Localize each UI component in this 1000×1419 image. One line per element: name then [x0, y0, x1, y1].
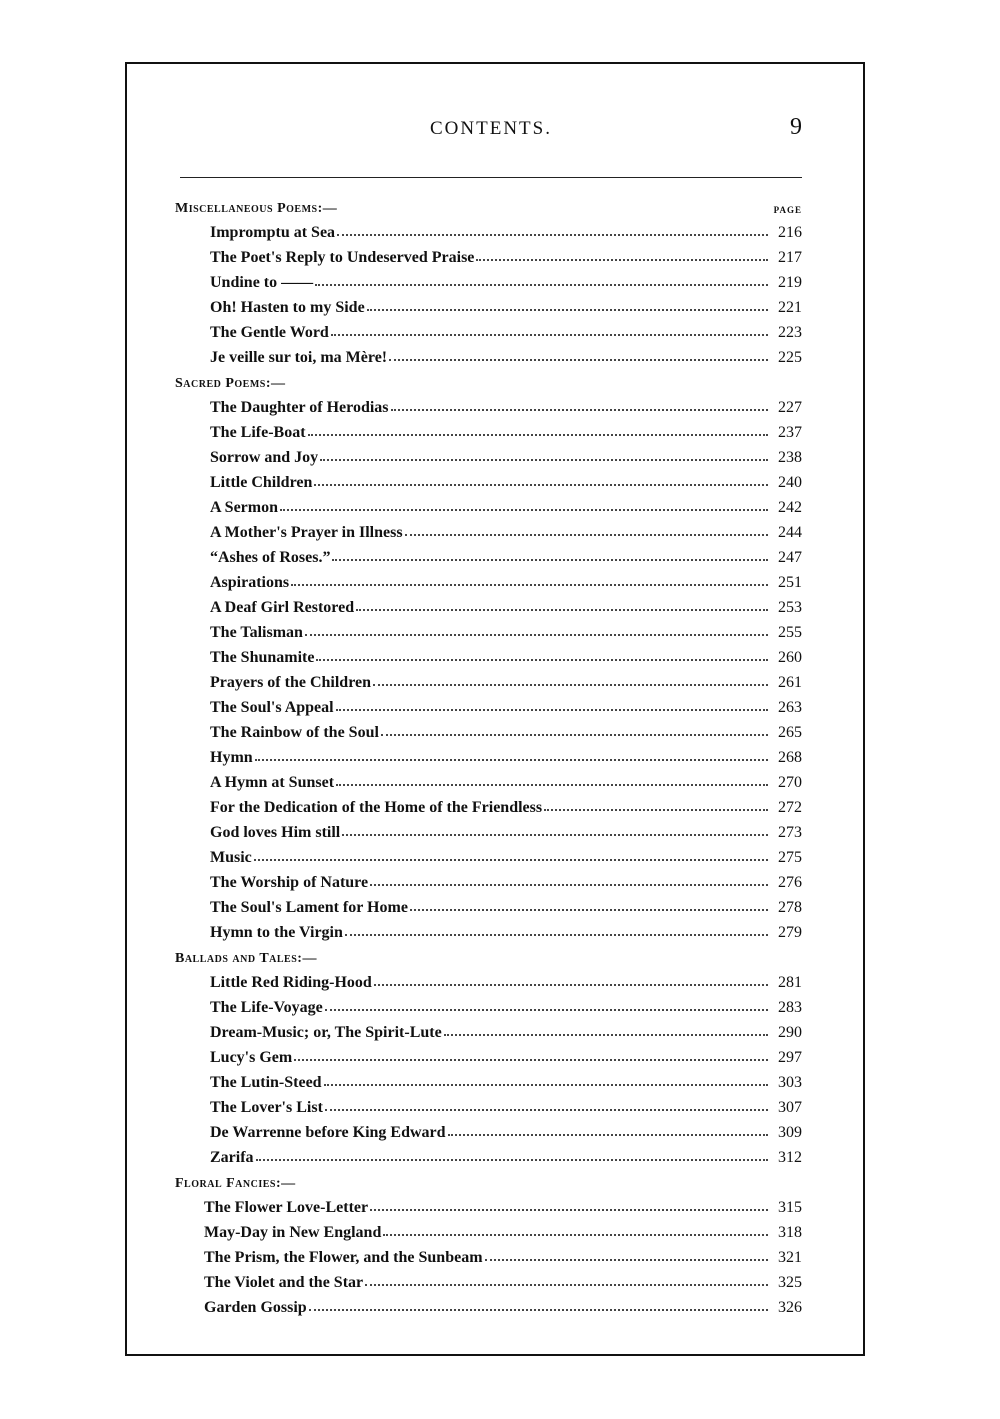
dot-leader: [374, 984, 768, 986]
entry-page-number: 326: [778, 1299, 802, 1316]
page-header: [180, 114, 802, 148]
entry-title: Prayers of the Children: [210, 674, 372, 691]
entry-page-number: 275: [778, 849, 802, 866]
entry-title: The Violet and the Star: [204, 1274, 364, 1291]
entry-title: Undine to ——: [210, 274, 314, 291]
dot-leader: [373, 684, 768, 686]
entry-page-number: 279: [778, 924, 802, 941]
section-heading: [175, 942, 802, 967]
section-title: Miscellaneous Poems:—: [175, 201, 338, 216]
dot-leader: [391, 409, 768, 411]
page-number: 9: [790, 114, 802, 140]
entry-page-number: 307: [778, 1099, 802, 1116]
entry-title: The Lover's List: [210, 1099, 323, 1116]
entry-page-number: 312: [778, 1149, 802, 1166]
toc-entry: [175, 467, 802, 492]
toc-entry: [175, 342, 802, 367]
dot-leader: [320, 459, 768, 461]
entry-page-number: 247: [778, 549, 802, 566]
toc-entry: [175, 217, 802, 242]
toc-entry: [175, 1017, 802, 1042]
entry-title: De Warrenne before King Edward: [210, 1124, 446, 1141]
dot-leader: [367, 309, 768, 311]
page-title: CONTENTS.: [430, 118, 552, 139]
section-heading: [175, 367, 802, 392]
toc-entry: [175, 442, 802, 467]
toc-entry: [175, 517, 802, 542]
entry-title: Hymn to the Virgin: [210, 924, 343, 941]
section-heading: [175, 1167, 802, 1192]
toc-entry: [175, 1042, 802, 1067]
section-title: Floral Fancies:—: [175, 1176, 296, 1191]
dot-leader: [345, 934, 768, 936]
entry-title: Sorrow and Joy: [210, 449, 319, 466]
entry-title: The Soul's Lament for Home: [210, 899, 408, 916]
entry-page-number: 270: [778, 774, 802, 791]
entry-title: May-Day in New England: [204, 1224, 382, 1241]
toc-entry: [175, 817, 802, 842]
section-heading: [175, 192, 802, 217]
toc-entry: [175, 967, 802, 992]
toc-entry: [175, 642, 802, 667]
entry-title: A Hymn at Sunset: [210, 774, 335, 791]
entry-page-number: 219: [778, 274, 802, 291]
toc-entry: [175, 1117, 802, 1142]
contents-list: [175, 192, 802, 1317]
dot-leader: [485, 1259, 768, 1261]
toc-entry: [175, 742, 802, 767]
dot-leader: [305, 634, 768, 636]
entry-title: Little Red Riding-Hood: [210, 974, 372, 991]
entry-title: A Mother's Prayer in Illness: [210, 524, 403, 541]
entry-title: Garden Gossip: [204, 1299, 307, 1316]
entry-title: Lucy's Gem: [210, 1049, 293, 1066]
entry-title: Je veille sur toi, ma Mère!: [210, 349, 388, 366]
entry-title: The Worship of Nature: [210, 874, 369, 891]
toc-entry: [175, 1142, 802, 1167]
dot-leader: [324, 1084, 768, 1086]
entry-page-number: 237: [778, 424, 802, 441]
entry-page-number: 251: [778, 574, 802, 591]
dot-leader: [309, 1309, 768, 1311]
entry-title: Zarifa: [210, 1149, 254, 1166]
toc-entry: [175, 917, 802, 942]
entry-page-number: 315: [778, 1199, 802, 1216]
header-rule: [180, 177, 802, 178]
entry-title: The Life-Boat: [210, 424, 306, 441]
section-title: Sacred Poems:—: [175, 376, 286, 391]
toc-entry: [175, 392, 802, 417]
dot-leader: [410, 909, 768, 911]
entry-title: For the Dedication of the Home of the Friendless: [210, 799, 543, 816]
entry-page-number: 221: [778, 299, 802, 316]
dot-leader: [256, 1159, 768, 1161]
entry-page-number: 217: [778, 249, 802, 266]
entry-title: Music: [210, 849, 252, 866]
entry-title: The Daughter of Herodias: [210, 399, 389, 416]
entry-page-number: 260: [778, 649, 802, 666]
dot-leader: [291, 584, 768, 586]
toc-entry: [175, 417, 802, 442]
page-frame-left-edge: [125, 62, 127, 1356]
toc-entry: [175, 717, 802, 742]
entry-page-number: 309: [778, 1124, 802, 1141]
dot-leader: [314, 484, 768, 486]
entry-page-number: 223: [778, 324, 802, 341]
dot-leader: [325, 1009, 768, 1011]
dot-leader: [405, 534, 768, 536]
toc-entry: [175, 792, 802, 817]
entry-title: Dream-Music; or, The Spirit-Lute: [210, 1024, 442, 1041]
page-column-label: PAGE: [773, 205, 802, 215]
entry-title: A Sermon: [210, 499, 278, 516]
toc-entry: [175, 867, 802, 892]
dot-leader: [448, 1134, 768, 1136]
entry-title: Impromptu at Sea: [210, 224, 336, 241]
entry-title: The Flower Love-Letter: [204, 1199, 369, 1216]
toc-entry: [175, 842, 802, 867]
entry-title: The Gentle Word: [210, 324, 329, 341]
dot-leader: [254, 859, 768, 861]
entry-title: The Poet's Reply to Undeserved Praise: [210, 249, 475, 266]
entry-title: The Rainbow of the Soul: [210, 724, 379, 741]
entry-page-number: 325: [778, 1274, 802, 1291]
toc-entry: [175, 592, 802, 617]
toc-entry: [175, 1067, 802, 1092]
dot-leader: [315, 284, 768, 286]
entry-page-number: 278: [778, 899, 802, 916]
toc-entry: [175, 492, 802, 517]
dot-leader: [336, 784, 768, 786]
toc-entry: [175, 667, 802, 692]
entry-page-number: 261: [778, 674, 802, 691]
toc-entry: [175, 1292, 802, 1317]
entry-title: “Ashes of Roses.”: [210, 549, 331, 566]
entry-page-number: 216: [778, 224, 802, 241]
entry-page-number: 303: [778, 1074, 802, 1091]
toc-entry: [175, 1217, 802, 1242]
dot-leader: [332, 559, 768, 561]
dot-leader: [381, 734, 768, 736]
dot-leader: [383, 1234, 768, 1236]
entry-title: Hymn: [210, 749, 253, 766]
entry-title: The Life-Voyage: [210, 999, 323, 1016]
entry-title: A Deaf Girl Restored: [210, 599, 355, 616]
entry-page-number: 268: [778, 749, 802, 766]
entry-title: The Shunamite: [210, 649, 315, 666]
toc-entry: [175, 292, 802, 317]
entry-page-number: 265: [778, 724, 802, 741]
dot-leader: [255, 759, 768, 761]
entry-title: The Lutin-Steed: [210, 1074, 322, 1091]
dot-leader: [356, 609, 768, 611]
entry-page-number: 238: [778, 449, 802, 466]
entry-page-number: 318: [778, 1224, 802, 1241]
toc-entry: [175, 692, 802, 717]
dot-leader: [370, 884, 768, 886]
entry-page-number: 255: [778, 624, 802, 641]
entry-page-number: 273: [778, 824, 802, 841]
toc-entry: [175, 317, 802, 342]
dot-leader: [444, 1034, 768, 1036]
dot-leader: [476, 259, 768, 261]
entry-page-number: 283: [778, 999, 802, 1016]
dot-leader: [389, 359, 768, 361]
entry-title: The Prism, the Flower, and the Sunbeam: [204, 1249, 483, 1266]
entry-page-number: 240: [778, 474, 802, 491]
entry-page-number: 272: [778, 799, 802, 816]
toc-entry: [175, 1192, 802, 1217]
dot-leader: [316, 659, 768, 661]
entry-page-number: 290: [778, 1024, 802, 1041]
toc-entry: [175, 1092, 802, 1117]
entry-page-number: 253: [778, 599, 802, 616]
toc-entry: [175, 767, 802, 792]
entry-page-number: 321: [778, 1249, 802, 1266]
toc-entry: [175, 1242, 802, 1267]
dot-leader: [308, 434, 768, 436]
section-title: Ballads and Tales:—: [175, 951, 317, 966]
dot-leader: [342, 834, 768, 836]
entry-page-number: 297: [778, 1049, 802, 1066]
entry-title: The Soul's Appeal: [210, 699, 334, 716]
dot-leader: [336, 709, 768, 711]
toc-entry: [175, 567, 802, 592]
entry-page-number: 227: [778, 399, 802, 416]
dot-leader: [365, 1284, 768, 1286]
entry-title: God loves Him still: [210, 824, 341, 841]
dot-leader: [280, 509, 768, 511]
toc-entry: [175, 542, 802, 567]
toc-entry: [175, 892, 802, 917]
entry-page-number: 242: [778, 499, 802, 516]
toc-entry: [175, 1267, 802, 1292]
toc-entry: [175, 267, 802, 292]
entry-title: Little Children: [210, 474, 313, 491]
entry-title: The Talisman: [210, 624, 303, 641]
entry-title: Aspirations: [210, 574, 290, 591]
toc-entry: [175, 617, 802, 642]
entry-page-number: 281: [778, 974, 802, 991]
entry-page-number: 263: [778, 699, 802, 716]
entry-title: Oh! Hasten to my Side: [210, 299, 365, 316]
dot-leader: [331, 334, 768, 336]
toc-entry: [175, 992, 802, 1017]
dot-leader: [337, 234, 768, 236]
dot-leader: [544, 809, 768, 811]
dot-leader: [294, 1059, 768, 1061]
dot-leader: [370, 1209, 768, 1211]
toc-entry: [175, 242, 802, 267]
entry-page-number: 276: [778, 874, 802, 891]
entry-page-number: 225: [778, 349, 802, 366]
dot-leader: [325, 1109, 768, 1111]
entry-page-number: 244: [778, 524, 802, 541]
